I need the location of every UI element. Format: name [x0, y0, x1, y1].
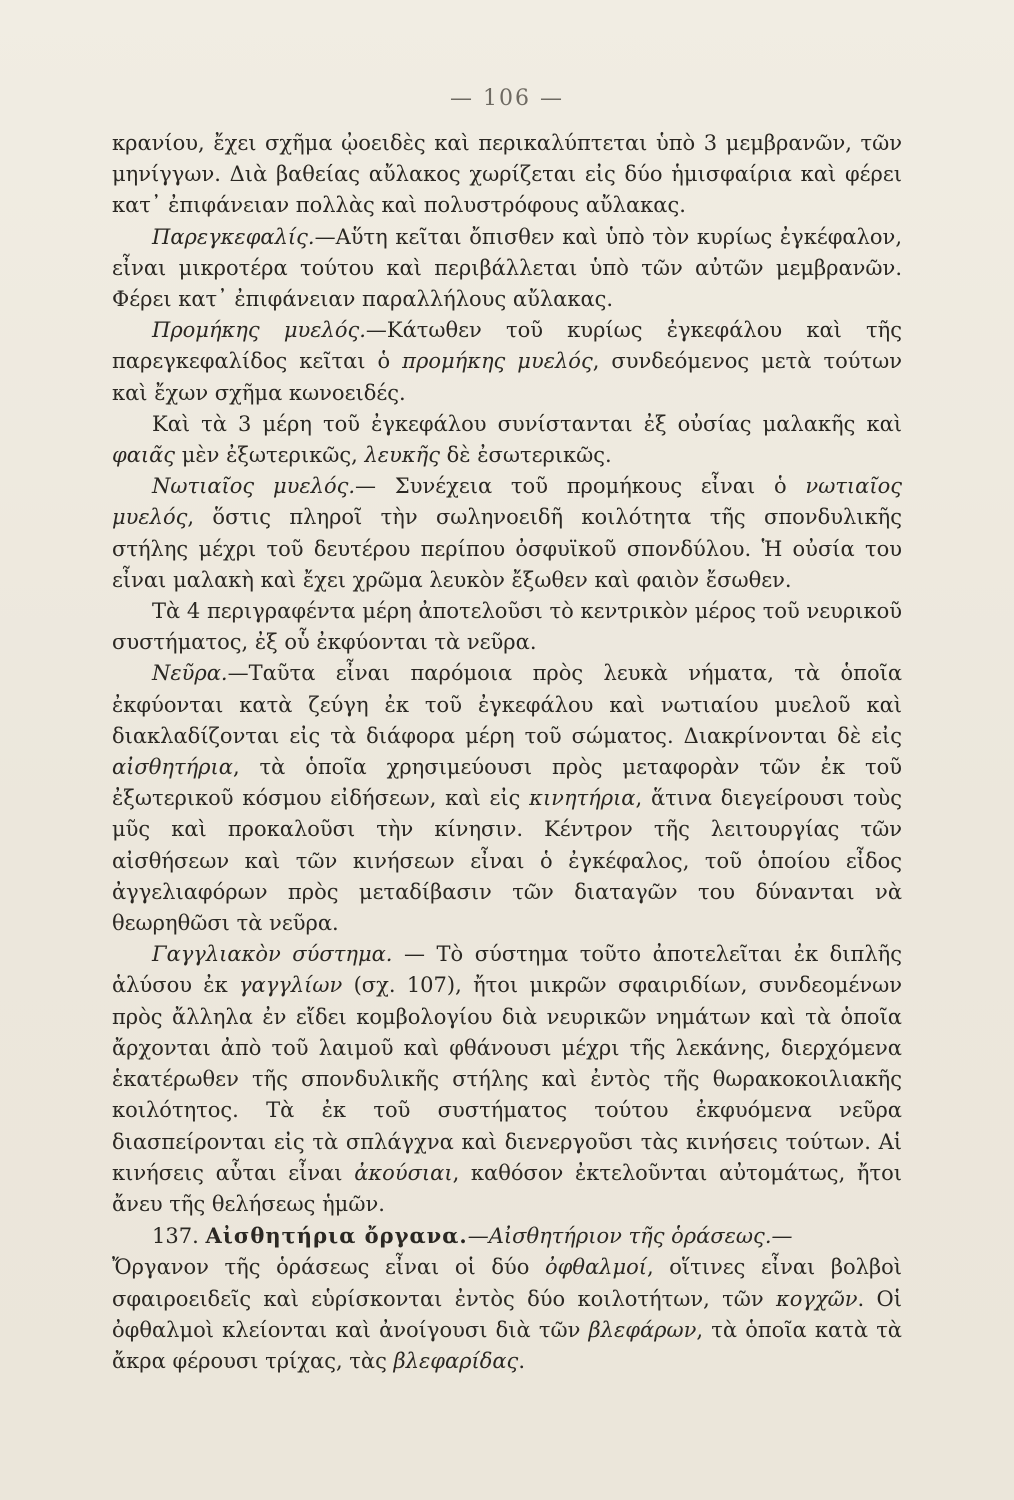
term-spinal-cord: Νωτιαῖος μυελός. [152, 474, 356, 499]
body-text [112, 128, 902, 1377]
term-nerves: Νεῦρα. [152, 661, 228, 686]
paragraph-nerves: Νεῦρα.—Ταῦτα εἶναι παρόμοια πρὸς λευκὰ νήματα, τὰ ὁποῖα ἐκφύονται κατὰ ζεύγη ἐκ τοῦ ἐγκεφάλου καὶ νωτιαίου μυελοῦ καὶ διακλαδίζονται εἰς τὰ διάφορα μέρη τοῦ σώματος. Διακρίνονται δὲ εἰς αἰσθητήρια, τὰ ὁποῖα χρησιμεύουσι πρὸς μεταφορὰν τῶν ἐκ τοῦ ἐξωτερικοῦ κόσμου εἰδήσεων, καὶ εἰς κινητήρια, ἅτινα διεγείρουσι τοὺς μῦς καὶ προκαλοῦσι τὴν κίνησιν. Κέντρον τῆς λειτουργίας τῶν αἰσθήσεων καὶ τῶν κινήσεων εἶναι ὁ ἐγκέφαλος, τοῦ ὁποίου εἶδος ἀγγελιαφόρων πρὸς μεταδίβασιν τῶν διαταγῶν του δύνανται νὰ θεωρηθῶσι τὰ νεῦρα. [112, 661, 903, 936]
paragraph-brain-matter: Καὶ τὰ 3 μέρη τοῦ ἐγκεφάλου συνίστανται ἐξ οὐσίας μαλακῆς καὶ φαιᾶς μὲν ἐξωτερικῶς, λευκῆς δὲ ἐσωτερικῶς. [112, 411, 902, 468]
subsection-heading: —Αἰσθητήριον τῆς ὁράσεως.— [467, 1224, 793, 1249]
paragraph-central-system: Τὰ 4 περιγραφέντα μέρη ἀποτελοῦσι τὸ κεντρικὸν μέρος τοῦ νευρικοῦ συστήματος, ἐξ οὗ ἐκφύονται τὰ νεῦρα. [112, 599, 902, 655]
term-cerebellum: Παρεγκεφαλίς. [152, 224, 315, 249]
paragraph-spinal-cord: Νωτιαῖος μυελός.— Συνέχεια τοῦ προμήκους εἶναι ὁ νωτιαῖος μυελός, ὅστις πληροῖ τὴν σωληνοειδῆ κοιλότητα τῆς σπονδυλικῆς στήλης μέχρι τοῦ δευτέρου περίπου ὀσφυϊκοῦ σπονδύλου. Ἡ οὐσία του εἶναι μαλακὴ καὶ ἔχει χρῶμα λευκὸν ἔξωθεν καὶ φαιὸν ἔσωθεν. [112, 474, 902, 592]
paragraph-cerebellum: Παρεγκεφαλίς.—Αὕτη κεῖται ὄπισθεν καὶ ὑπὸ τὸν κυρίως ἐγκέφαλον, εἶναι μικροτέρα τούτου καὶ περιβάλλεται ὑπὸ τῶν αὐτῶν μεμβρανῶν. Φέρει κατ᾽ ἐπιφάνειαν παραλλήλους αὔλακας. [112, 224, 902, 312]
paragraph-eyes: Ὄργανον τῆς ὁράσεως εἶναι οἱ δύο ὀφθαλμοί, οἵτινες εἶναι βολβοὶ σφαιροειδεῖς καὶ εὑρίσκονται ἐντὸς δύο κοιλοτήτων, τῶν κογχῶν. Οἱ ὀφθαλμοὶ κλείονται καὶ ἀνοίγουσι διὰ τῶν βλεφάρων, τὰ ὁποῖα κατὰ τὰ ἄκρα φέρουσι τρίχας, τὰς βλεφαρίδας. [112, 1255, 902, 1373]
paragraph-ganglion-system: Γαγγλιακὸν σύστημα. — Τὸ σύστημα τοῦτο ἀποτελεῖται ἐκ διπλῆς ἁλύσου ἐκ γαγγλίων (σχ. 107), ἤτοι μικρῶν σφαιριδίων, συνδεομένων πρὸς ἄλληλα ἐν εἴδει κομβολογίου διὰ νευρικῶν νημάτων καὶ τὰ ὁποῖα ἄρχονται ἀπὸ τοῦ λαιμοῦ καὶ φθάνουσι μέχρι τῆς λεκάνης, διερχόμενα ἑκατέρωθεν τῆς σπονδυλικῆς στήλης καὶ ἐντὸς τῆς θωρακοκοιλιακῆς κοιλότητος. Τὰ ἐκ τοῦ συστήματος τούτου ἐκφυόμενα νεῦρα διασπείρονται εἰς τὰ σπλάγχνα καὶ διενεργοῦσι τὰς κινήσεις τούτων. Αἱ κινήσεις αὗται εἶναι ἀκούσιαι, καθόσον ἐκτελοῦνται αὐτομάτως, ἤτοι ἄνευ τῆς θελήσεως ἡμῶν. [112, 942, 902, 1216]
section-number: 137. [152, 1224, 199, 1249]
paragraph-cerebrum-continued: κρανίου, ἔχει σχῆμα ᾠοειδὲς καὶ περικαλύπτεται ὑπὸ 3 μεμβρανῶν, τῶν μηνίγγων. Διὰ βαθείας αὔλακος χωρίζεται εἰς δύο ἡμισφαίρια καὶ φέρει κατ᾽ ἐπιφάνειαν πολλὰς καὶ πολυστρόφους αὔλακας. [112, 131, 902, 218]
paragraph-medulla: Προμήκης μυελός.—Κάτωθεν τοῦ κυρίως ἐγκεφάλου καὶ τῆς παρεγκεφαλίδος κεῖται ὁ προμήκης μυελός, συνδεόμενος μετὰ τούτων καὶ ἔχων σχῆμα κωνοειδές. [112, 318, 902, 405]
term-medulla: Προμήκης μυελός. [152, 318, 366, 343]
section-heading: Αἰσθητήρια ὄργανα. [205, 1223, 468, 1249]
page-number: — 106 — [450, 86, 564, 111]
term-ganglion-system: Γαγγλιακὸν σύστημα. [152, 942, 393, 967]
paragraph-section-137 [112, 1220, 902, 1252]
